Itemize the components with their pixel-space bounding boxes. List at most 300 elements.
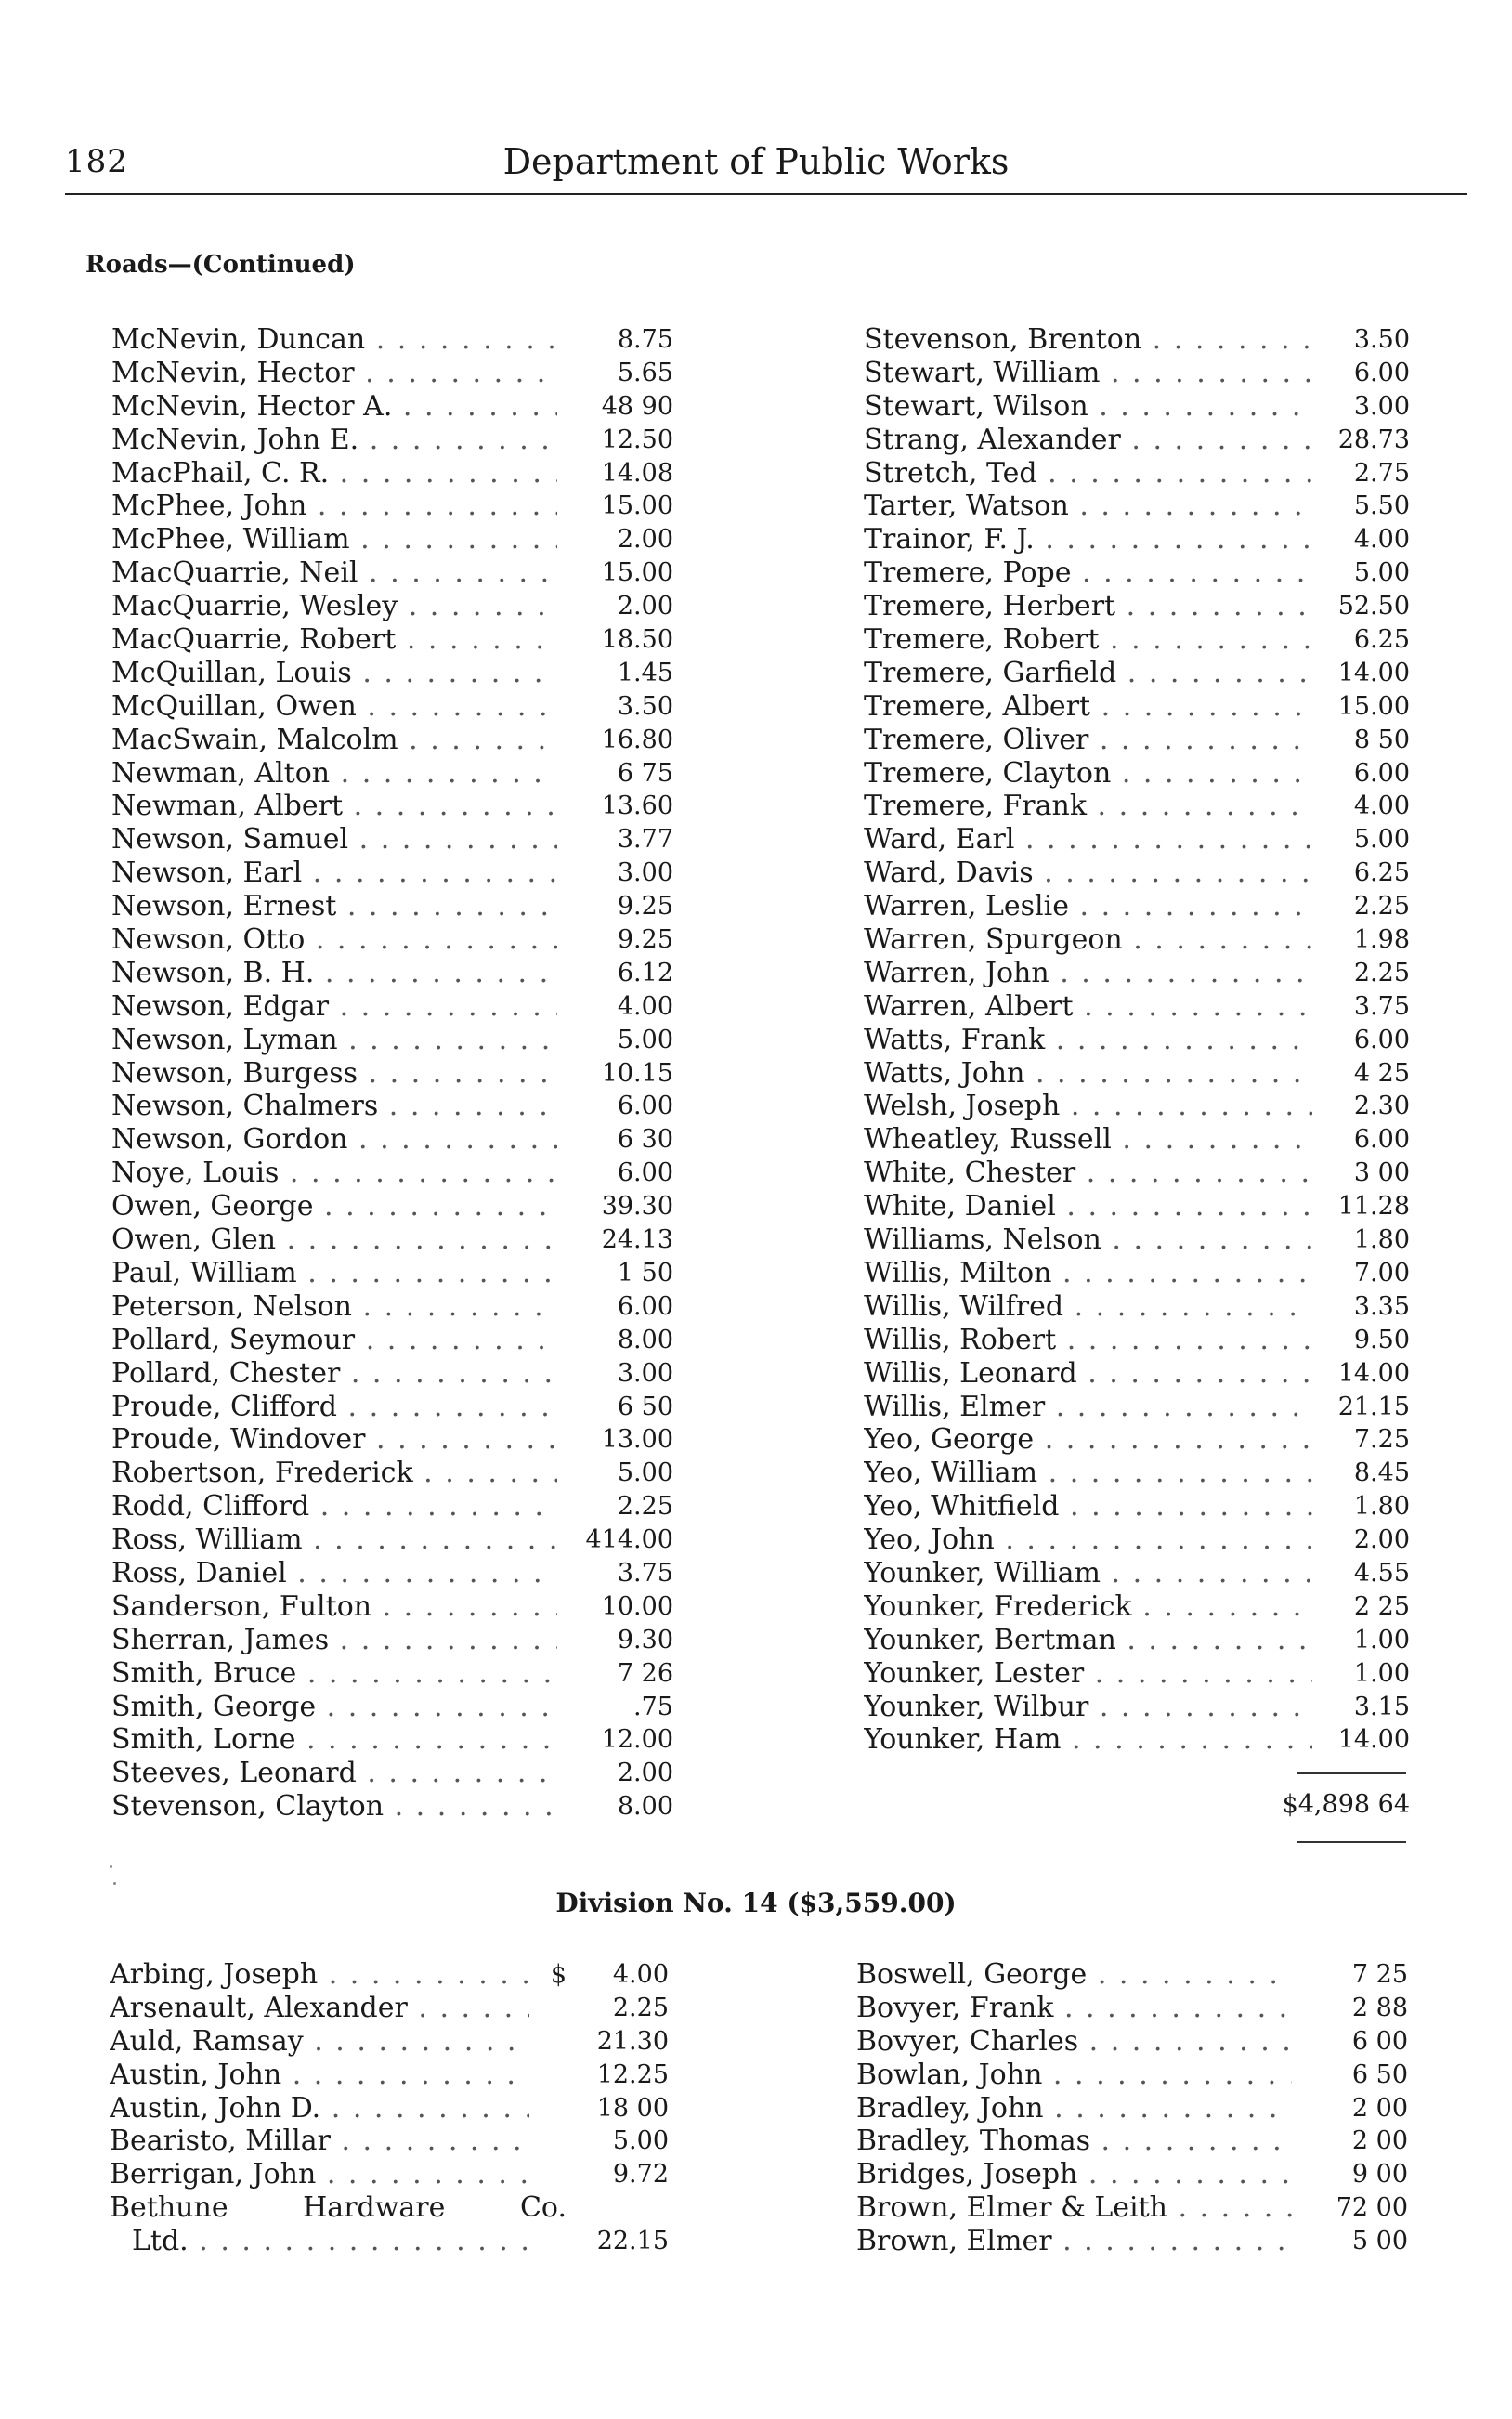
list-item [110,2125,669,2158]
entry-name: Boswell, George . . . [856,1958,1292,1992]
entry-amount: 9.30 [617,1625,673,1654]
list-item [864,990,1410,1024]
entry-name: MacPhail, C. R. . . . [111,457,557,490]
entry-amount: 3.35 [1353,1291,1410,1321]
entry-name: Proude, Clifford . . . [111,1391,557,1424]
entry-amount: 14.08 [601,458,673,488]
entry-amount: 13.60 [601,791,673,821]
list-item [864,890,1410,923]
list-item [864,1223,1410,1257]
entry-name: Newson, Chalmers . . . [111,1090,557,1123]
entry-name: Tremere, Pope . . . [864,556,1312,590]
entry-amount: 2.00 [1353,1525,1410,1555]
list-item [864,390,1410,424]
entry-name: Newson, Ernest . . . [111,890,557,923]
entry-name: Watts, Frank . . . [864,1024,1312,1057]
list-item [111,1090,673,1123]
entry-amount: 6 75 [617,758,673,788]
list-item [111,1691,673,1724]
entry-name: Austin, John . . . [110,2059,529,2092]
division-amount: ($3,559.00) [787,1888,957,1918]
entry-amount: 3.50 [1353,325,1410,354]
roads-right-column [864,323,1410,1757]
entry-name: Willis, Milton . . . [864,1257,1312,1290]
division-heading [0,1888,1512,1918]
list-item [856,2225,1408,2258]
list-item [111,1324,673,1357]
entry-amount: 4.55 [1353,1558,1410,1588]
entry-amount: 12.50 [601,425,673,454]
list-item [111,1457,673,1490]
list-item [864,1423,1410,1457]
list-item [111,357,673,390]
list-item [864,1624,1410,1657]
entry-name: Willis, Elmer . . . [864,1391,1312,1424]
entry-name: Newson, B. H. . . . [111,957,557,990]
list-item [111,556,673,590]
entry-name: McPhee, William . . . [111,523,557,556]
list-item [864,1523,1410,1557]
list-item [864,923,1410,957]
entry-name: Stewart, William . . . [864,357,1312,390]
entry-name: Tremere, Frank . . . [864,790,1312,823]
entry-name: Yeo, Whitfield . . . [864,1490,1312,1523]
list-item [111,1590,673,1624]
entry-name: White, Daniel . . . [864,1190,1312,1223]
entry-amount: 2.00 [617,592,673,621]
list-item [111,457,673,490]
entry-amount: 8.45 [1353,1458,1410,1488]
total-rule-top [1297,1772,1406,1774]
list-item [864,523,1410,556]
page-title: Department of Public Works [502,141,1010,182]
entry-amount: 5.00 [1353,558,1410,588]
entry-amount: 4 25 [1353,1058,1410,1088]
entry-amount: 1.80 [1353,1225,1410,1255]
entry-name: Proude, Windover . . . [111,1423,557,1457]
entry-name: Tremere, Oliver . . . [864,724,1312,757]
list-item [864,657,1410,690]
entry-name: McNevin, Duncan . . . [111,323,557,357]
entry-name: Tremere, Herbert . . . [864,590,1312,623]
list-item [110,1992,669,2025]
list-item [864,823,1410,856]
entry-name: McNevin, John E. . . . [111,424,557,457]
entry-name: Austin, John D. . . . [110,2092,529,2125]
entry-amount: 14.00 [1337,1725,1410,1755]
list-item [864,1190,1410,1223]
entry-amount: 5.00 [617,1458,673,1488]
list-item [111,1624,673,1657]
entry-amount: 22.15 [596,2227,669,2256]
division-right-column [856,1958,1408,2258]
entry-name: Tremere, Garfield . . . [864,657,1312,690]
entry-amount: 14.00 [1337,658,1410,687]
entry-name: Brown, Elmer . . . [856,2225,1292,2258]
entry-amount: 12.25 [596,2059,669,2089]
entry-name: Smith, Lorne . . . [111,1723,557,1757]
entry-name: Younker, Bertman . . . [864,1624,1312,1657]
entry-amount: 5.00 [1353,825,1410,855]
list-item [111,1357,673,1391]
currency-symbol: $ [550,1960,567,1989]
entry-name: Younker, William . . . [864,1557,1312,1590]
entry-amount: 48 90 [601,391,673,421]
entry-amount: 3.15 [1353,1692,1410,1721]
entry-name: Paul, William . . . [111,1257,557,1290]
entry-amount: 6.00 [617,1158,673,1188]
entry-name: Ross, William . . . [111,1523,557,1557]
entry-name: Pollard, Chester . . . [111,1357,557,1391]
entry-amount: 18.50 [601,625,673,655]
entry-name: MacQuarrie, Wesley . . . [111,590,557,623]
list-item [111,1557,673,1590]
entry-amount: 52.50 [1337,592,1410,621]
page-header [65,137,1447,195]
page-number: 182 [65,143,128,180]
entry-amount: 4.00 [1353,791,1410,821]
list-item [864,556,1410,590]
list-item [111,1257,673,1290]
list-item [111,856,673,890]
list-item [111,390,673,424]
entry-name: Stretch, Ted . . . [864,457,1312,490]
entry-name: Newman, Alton . . . [111,757,557,791]
list-item [856,2191,1408,2225]
entry-amount: 2 88 [1351,1993,1408,2022]
entry-name: Newman, Albert . . . [111,790,557,823]
entry-amount: 3.00 [617,858,673,888]
list-item [111,890,673,923]
entry-amount: 5 00 [1351,2227,1408,2256]
entry-amount: 6 30 [617,1125,673,1155]
entry-name: Newson, Lyman . . . [111,1024,557,1057]
list-item [864,457,1410,490]
entry-name: McNevin, Hector . . . [111,357,557,390]
list-item [110,2158,669,2191]
list-item [111,790,673,823]
list-item [111,490,673,523]
entry-amount: 5.00 [617,1025,673,1054]
entry-name: Younker, Frederick . . . [864,1590,1312,1624]
entry-name: Bearisto, Millar . . . [110,2125,529,2158]
list-item [864,1457,1410,1490]
entry-amount: 6 50 [1351,2059,1408,2089]
entry-amount: .75 [633,1692,673,1721]
list-item [111,724,673,757]
entry-amount: 2.25 [1353,892,1410,922]
list-item [864,1557,1410,1590]
entry-amount: 1.98 [1353,925,1410,955]
entry-amount: 6.00 [617,1291,673,1321]
entry-name: Newson, Otto . . . [111,923,557,957]
list-item [856,2025,1408,2059]
entry-name: Yeo, William . . . [864,1457,1312,1490]
entry-amount: 1.00 [1353,1658,1410,1688]
entry-amount: 6.00 [1353,358,1410,387]
entry-name: MacQuarrie, Robert . . . [111,623,557,657]
entry-name: Willis, Leonard . . . [864,1357,1312,1391]
entry-name: Younker, Ham . . . [864,1723,1312,1757]
list-item [111,590,673,623]
list-item [110,1958,669,1992]
entry-name: MacSwain, Malcolm . . . [111,724,557,757]
list-item [864,590,1410,623]
entry-name: Newson, Samuel . . . [111,823,557,856]
entry-name: Sherran, James . . . [111,1624,557,1657]
entry-amount: 7.00 [1353,1258,1410,1288]
list-item [110,2059,669,2092]
list-item [864,1057,1410,1091]
entry-name: Owen, Glen . . . [111,1223,557,1257]
entry-name: Bethune Hardware Co. [110,2191,567,2225]
list-item [856,2092,1408,2125]
entry-name: Bovyer, Frank . . . [856,1992,1292,2025]
entry-amount: 7 26 [617,1658,673,1688]
entry-amount: 10.00 [601,1591,673,1621]
list-item [864,623,1410,657]
list-item [864,1290,1410,1324]
list-item [111,1423,673,1457]
list-item [856,2158,1408,2191]
entry-amount: 6.00 [1353,1025,1410,1054]
entry-name: Smith, George . . . [111,1691,557,1724]
entry-amount: 10.15 [601,1058,673,1088]
list-item [864,1324,1410,1357]
entry-name: Warren, Albert . . . [864,990,1312,1024]
list-item [111,1391,673,1424]
entry-name: Ward, Davis . . . [864,856,1312,890]
entry-amount: 3.50 [617,691,673,721]
list-item [864,490,1410,523]
entry-amount: 2.25 [612,1993,669,2022]
list-item [856,2125,1408,2158]
list-item [864,1391,1410,1424]
entry-name: Stevenson, Clayton . . . [111,1790,557,1824]
entry-amount: 4.00 [612,1960,669,1989]
entry-amount: 16.80 [601,725,673,754]
header-rule [65,193,1467,195]
list-item [111,1790,673,1824]
entry-name: Pollard, Seymour . . . [111,1324,557,1357]
entry-name: Rodd, Clifford . . . [111,1490,557,1523]
entry-name: Warren, John . . . [864,957,1312,990]
entry-amount: 7 25 [1351,1960,1408,1989]
list-item [111,1290,673,1324]
entry-amount: 6.00 [617,1092,673,1121]
entry-amount: 6.00 [1353,758,1410,788]
list-item [864,1357,1410,1391]
entry-amount: 2.00 [617,525,673,555]
entry-name: McPhee, John . . . [111,490,557,523]
section-heading: Roads—(Continued) [85,251,356,279]
entry-amount: 8.00 [617,1325,673,1354]
entry-amount: 9.72 [612,2160,669,2190]
entry-amount: 6 50 [617,1392,673,1421]
entry-name: Warren, Leslie . . . [864,890,1312,923]
entry-amount: 3.75 [617,1558,673,1588]
list-item [864,790,1410,823]
entry-amount: 1.80 [1353,1492,1410,1522]
entry-amount: 1 50 [617,1258,673,1288]
list-item [111,990,673,1024]
list-item [111,957,673,990]
entry-amount: 7.25 [1353,1425,1410,1455]
division-left-column [110,1958,669,2258]
entry-name: Newson, Earl . . . [111,856,557,890]
list-item [864,424,1410,457]
entry-name: Newson, Burgess . . . [111,1057,557,1091]
entry-amount: 15.00 [601,558,673,588]
entry-amount: 2.25 [1353,958,1410,987]
entry-amount: 6 00 [1351,2026,1408,2056]
list-item [864,957,1410,990]
entry-name: Noye, Louis . . . [111,1157,557,1190]
entry-name: Brown, Elmer & Leith . . . [856,2191,1292,2225]
entry-amount: 5.65 [617,358,673,387]
entry-amount: 3.75 [1353,991,1410,1021]
list-item [864,690,1410,724]
list-item [111,1657,673,1691]
entry-name: Owen, George . . . [111,1190,557,1223]
list-item [864,357,1410,390]
entry-amount: 2.00 [617,1759,673,1788]
list-item [856,2059,1408,2092]
list-item [110,2191,669,2225]
entry-amount: 21.15 [1337,1392,1410,1421]
roads-left-column [111,323,673,1824]
entry-name: McQuillan, Owen . . . [111,690,557,724]
list-item [864,1691,1410,1724]
entry-amount: 414.00 [585,1525,673,1555]
entry-name: Newson, Edgar . . . [111,990,557,1024]
list-item [111,1490,673,1523]
entry-amount: 5.50 [1353,491,1410,521]
entry-name: Smith, Bruce . . . [111,1657,557,1691]
list-item [111,1757,673,1790]
list-item [864,1123,1410,1157]
entry-name: Wheatley, Russell . . . [864,1123,1312,1157]
entry-name: Newson, Gordon . . . [111,1123,557,1157]
entry-amount: 13.00 [601,1425,673,1455]
list-item [864,1257,1410,1290]
entry-name: Willis, Wilfred . . . [864,1290,1312,1324]
list-item [864,1657,1410,1691]
list-item [111,1190,673,1223]
entry-name: Warren, Spurgeon . . . [864,923,1312,957]
entry-name: Stewart, Wilson . . . [864,390,1312,424]
entry-amount: 24.13 [601,1225,673,1255]
list-item [856,1992,1408,2025]
entry-name: Tremere, Clayton . . . [864,757,1312,791]
entry-amount: 18 00 [596,2093,669,2123]
entry-amount: 8.00 [617,1792,673,1822]
entry-name: Ltd. . . . [132,2225,529,2258]
entry-amount: 15.00 [601,491,673,521]
entry-amount: 2.25 [617,1492,673,1522]
list-item [111,757,673,791]
entry-name: Bovyer, Charles . . . [856,2025,1292,2059]
entry-name: Bradley, Thomas . . . [856,2125,1292,2158]
roads-total: $4,898 64 [1282,1790,1410,1819]
list-item [864,1157,1410,1190]
print-speck [113,1882,116,1885]
entry-amount: 5.00 [612,2126,669,2156]
list-item [111,1223,673,1257]
entry-name: Stevenson, Brenton . . . [864,323,1312,357]
entry-name: White, Chester . . . [864,1157,1312,1190]
entry-amount: 2.30 [1353,1092,1410,1121]
entry-amount: 2 25 [1353,1591,1410,1621]
entry-amount: 15.00 [1337,691,1410,721]
total-rule-bottom [1297,1841,1406,1843]
entry-amount: 9.25 [617,925,673,955]
list-item [111,690,673,724]
entry-amount: 4.00 [617,991,673,1021]
entry-name: Yeo, George . . . [864,1423,1312,1457]
list-item [111,1057,673,1091]
entry-name: Berrigan, John . . . [110,2158,529,2191]
entry-name: Watts, John . . . [864,1057,1312,1091]
list-item [111,1123,673,1157]
list-item [856,1958,1408,1992]
entry-amount: 39.30 [601,1192,673,1222]
entry-amount: 3.77 [617,825,673,855]
entry-amount: 2.75 [1353,458,1410,488]
entry-name: Bowlan, John . . . [856,2059,1292,2092]
entry-amount: 6.25 [1353,858,1410,888]
list-item [111,657,673,690]
entry-name: Ross, Daniel . . . [111,1557,557,1590]
list-item [111,823,673,856]
list-item [111,523,673,556]
entry-name: Peterson, Nelson . . . [111,1290,557,1324]
entry-name: MacQuarrie, Neil . . . [111,556,557,590]
list-item [864,1590,1410,1624]
entry-name: Steeves, Leonard . . . [111,1757,557,1790]
entry-name: Arbing, Joseph . . . [110,1958,529,1992]
entry-amount: 6.12 [617,958,673,987]
entry-name: Auld, Ramsay . . . [110,2025,529,2059]
entry-amount: 21.30 [596,2026,669,2056]
entry-amount: 2 00 [1351,2093,1408,2123]
list-item [111,623,673,657]
entry-name: Younker, Wilbur . . . [864,1691,1312,1724]
entry-name: McNevin, Hector A. . . . [111,390,557,424]
list-item [111,1523,673,1557]
entry-amount: 3 00 [1353,1158,1410,1188]
entry-name: Williams, Nelson . . . [864,1223,1312,1257]
entry-amount: 14.00 [1337,1358,1410,1388]
entry-amount: 3.00 [1353,391,1410,421]
entry-amount: 9 00 [1351,2160,1408,2190]
entry-name: Trainor, F. J. . . . [864,523,1312,556]
entry-name: Sanderson, Fulton . . . [111,1590,557,1624]
list-item [864,323,1410,357]
list-item [864,856,1410,890]
list-item [111,323,673,357]
entry-amount: 1.45 [617,658,673,687]
list-item [110,2025,669,2059]
list-item [110,2225,669,2258]
entry-name: Ward, Earl . . . [864,823,1312,856]
entry-amount: 9.25 [617,892,673,922]
entry-name: McQuillan, Louis . . . [111,657,557,690]
entry-amount: 28.73 [1337,425,1410,454]
list-item [864,724,1410,757]
entry-name: Yeo, John . . . [864,1523,1312,1557]
list-item [864,757,1410,791]
